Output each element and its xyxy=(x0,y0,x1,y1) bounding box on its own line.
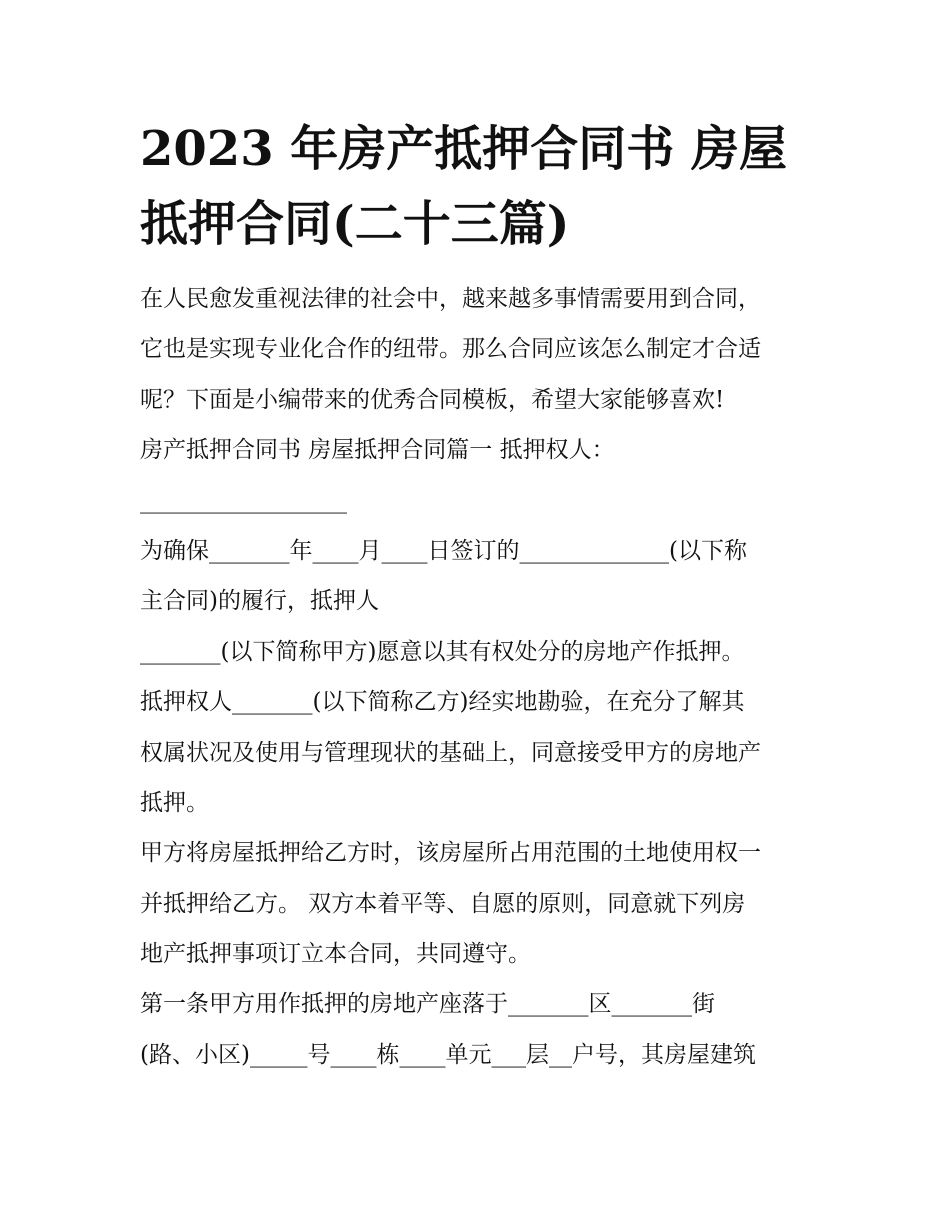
body-line-15: 第一条甲方用作抵押的房地产座落于_______区_______街 xyxy=(140,991,715,1018)
body-line-11: 抵押。 xyxy=(140,789,209,816)
body-line-13: 并抵押给乙方。 双方本着平等、自愿的原则，同意就下列房 xyxy=(140,890,746,917)
title-line-2: 抵押合同(二十三篇) xyxy=(140,196,570,252)
body-line-10: 权属状况及使用与管理现状的基础上，同意接受甲方的房地产 xyxy=(140,739,761,766)
body-line-8: _______(以下简称甲方)愿意以其有权处分的房地产作抵押。 xyxy=(140,638,745,665)
body-line-7: 主合同)的履行，抵押人 xyxy=(140,588,379,615)
document-title xyxy=(140,112,840,262)
body-line-3: 呢？下面是小编带来的优秀合同模板，希望大家能够喜欢! xyxy=(140,386,725,413)
body-line-1: 在人民愈发重视法律的社会中，越来越多事情需要用到合同， xyxy=(140,286,761,312)
document-body xyxy=(140,274,830,1080)
body-line-6: 为确保_______年____月____日签订的_____________(以下称 xyxy=(140,537,747,564)
body-line-9: 抵押权人_______(以下简称乙方)经实地勘验，在充分了解其 xyxy=(140,689,745,716)
title-line-1: 2023 年房产抵押合同书 房屋 xyxy=(140,121,788,177)
body-line-5: __________________ xyxy=(140,487,347,514)
body-line-16: (路、小区)_____号____栋____单元___层__户号，其房屋建筑 xyxy=(140,1041,756,1068)
body-line-2: 它也是实现专业化合作的纽带。那么合同应该怎么制定才合适 xyxy=(140,336,761,363)
body-line-12: 甲方将房屋抵押给乙方时，该房屋所占用范围的土地使用权一 xyxy=(140,840,761,867)
body-line-4: 房产抵押合同书 房屋抵押合同篇一 抵押权人： xyxy=(140,437,615,464)
body-line-14: 地产抵押事项订立本合同，共同遵守。 xyxy=(140,941,531,968)
